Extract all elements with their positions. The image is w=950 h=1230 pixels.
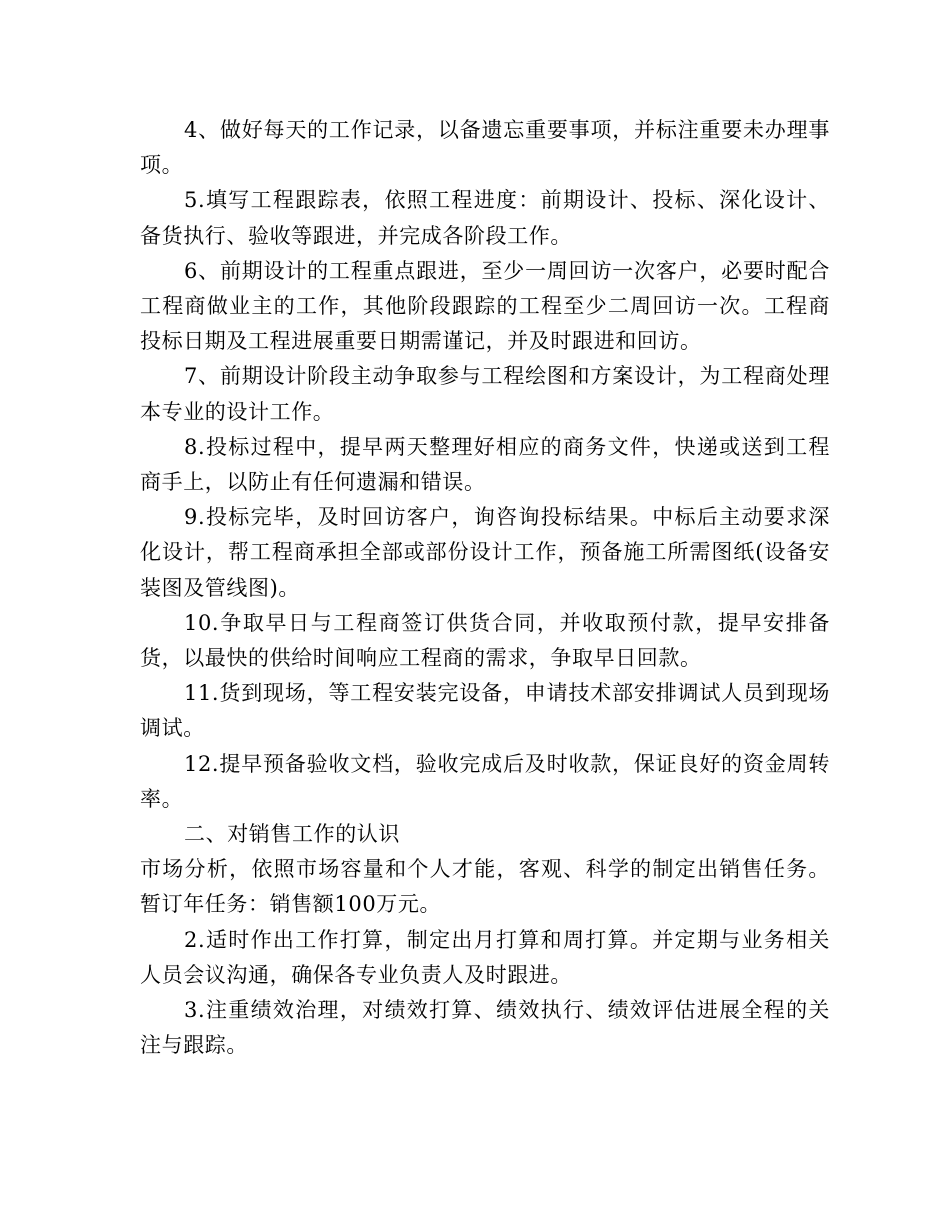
paragraph-item-12: 12.提早预备验收文档，验收完成后及时收款，保证良好的资金周转率。 [140, 751, 830, 811]
paragraph-item-10: 10.争取早日与工程商签订供货合同，并收取预付款，提早安排备货，以最快的供给时间响应工程商的需求，争取早日回款。 [140, 610, 830, 671]
paragraph-item-2: 2.适时作出工作打算，制定出月打算和周打算。并定期与业务相关人员会议沟通，确保各专业负责人及时跟进。 [140, 927, 830, 987]
paragraph-item-4: 4、做好每天的工作记录，以备遗忘重要事项，并标注重要未办理事项。 [140, 118, 830, 178]
paragraph-item-11: 11.货到现场，等工程安装完设备，申请技术部安排调试人员到现场调试。 [140, 681, 830, 741]
paragraph-item-8: 8.投标过程中，提早两天整理好相应的商务文件，快递或送到工程商手上，以防止有任何遗漏和错误。 [140, 434, 830, 495]
paragraph-market-analysis: 市场分析，依照市场容量和个人才能，客观、科学的制定出销售任务。暂订年任务：销售额100万元。 [140, 857, 830, 917]
paragraph-item-6: 6、前期设计的工程重点跟进，至少一周回访一次客户，必要时配合工程商做业主的工作，其他阶段跟踪的工程至少二周回访一次。工程商投标日期及工程进展重要日期需谨记，并及时跟进和回访。 [140, 258, 830, 354]
document-body [140, 113, 830, 1063]
paragraph-item-7: 7、前期设计阶段主动争取参与工程绘图和方案设计，为工程商处理本专业的设计工作。 [140, 364, 830, 424]
section-heading-sales-understanding: 二、对销售工作的认识 [184, 822, 400, 847]
paragraph-item-5: 5.填写工程跟踪表，依照工程进度：前期设计、投标、深化设计、备货执行、验收等跟进，并完成各阶段工作。 [140, 188, 830, 248]
paragraph-item-9: 9.投标完毕，及时回访客户，询咨询投标结果。中标后主动要求深化设计，帮工程商承担全部或部份设计工作，预备施工所需图纸(设备安装图及管线图)。 [140, 505, 830, 600]
paragraph-item-3: 3.注重绩效治理，对绩效打算、绩效执行、绩效评估进展全程的关注与跟踪。 [140, 998, 830, 1058]
